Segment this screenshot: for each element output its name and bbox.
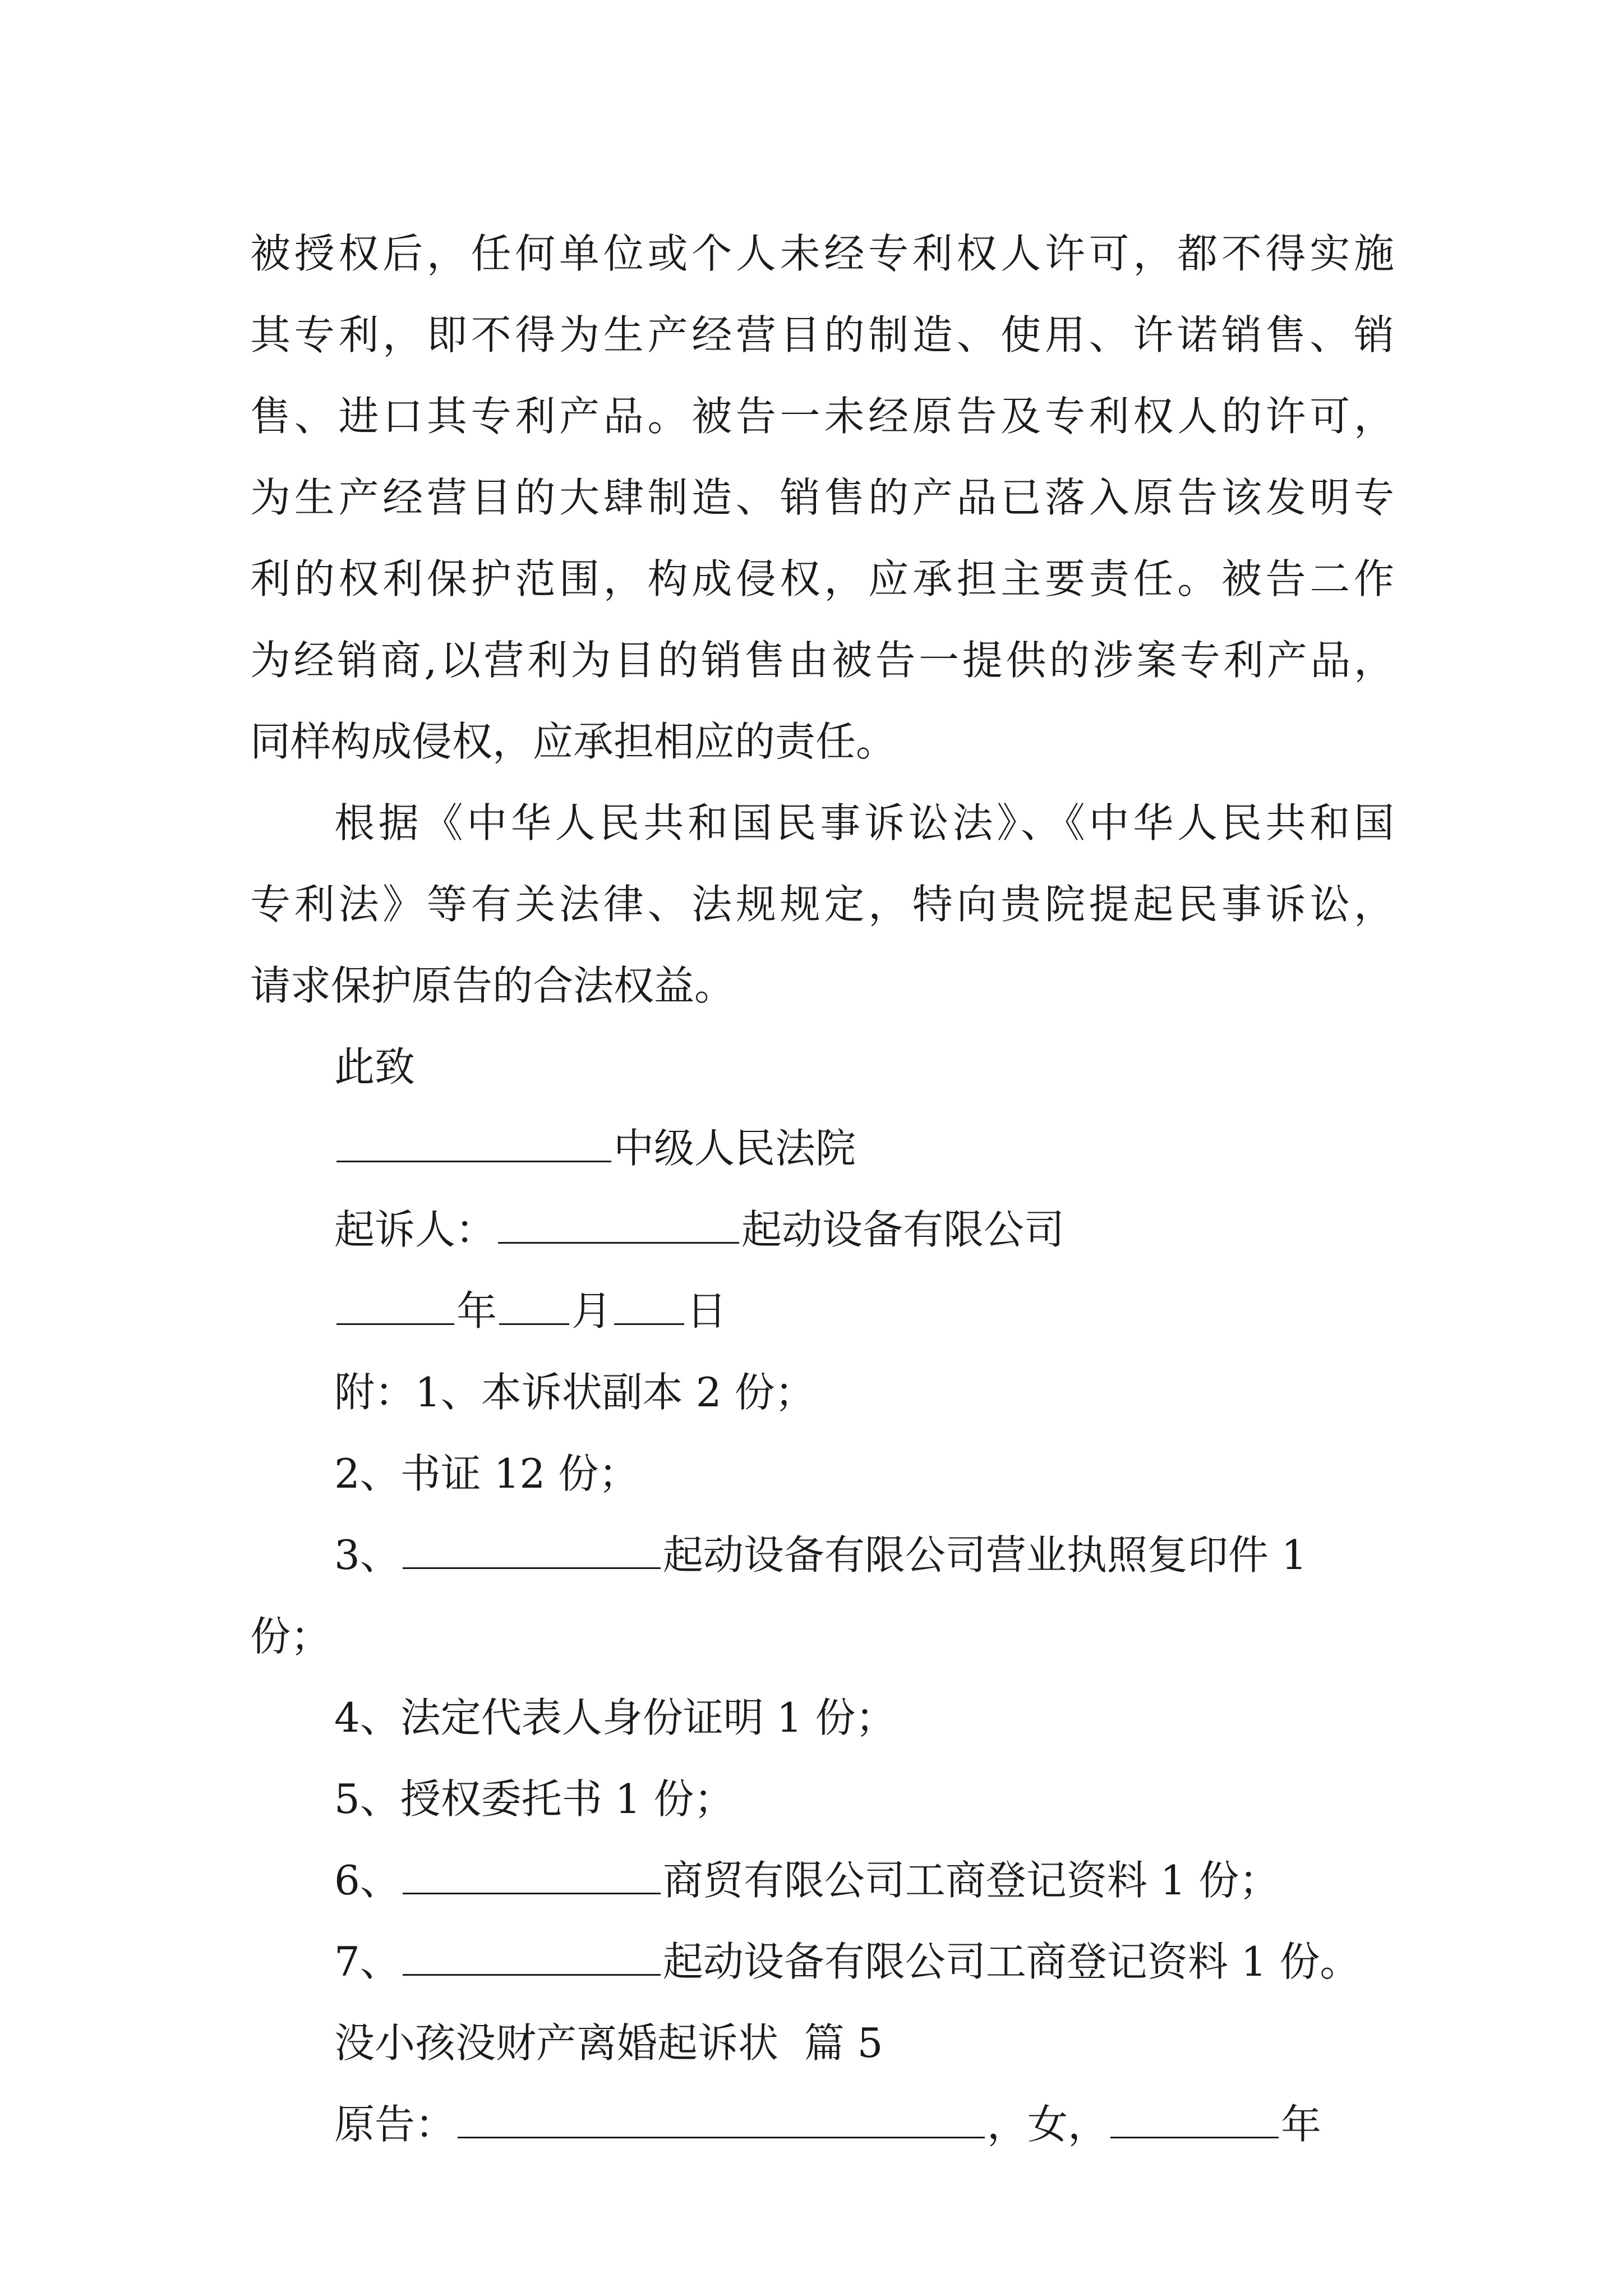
paragraph-line: 为生产经营目的大肆制造、销售的产品已落入原告该发明专 — [250, 474, 1394, 521]
month-blank — [499, 1289, 569, 1325]
paragraph-line: 根据《中华人民共和国民事诉讼法》、《中华人民共和国 — [334, 799, 1394, 846]
year-label: 年 — [457, 1287, 497, 1335]
court-suffix: 中级人民法院 — [614, 1125, 856, 1172]
attachment-item: 2、书证 12 份； — [334, 1450, 639, 1497]
attachment-item: 5、授权委托书 1 份； — [334, 1775, 735, 1823]
section-title: 没小孩没财产离婚起诉状 篇 5 — [334, 2019, 883, 2067]
plaintiff2-year: 年 — [1281, 2101, 1322, 2148]
paragraph-line: 其专利，即不得为生产经营目的制造、使用、许诺销售、销 — [250, 311, 1394, 358]
birth-year-blank — [1110, 2102, 1279, 2138]
company-blank — [403, 1533, 661, 1569]
paragraph-line: 专利法》等有关法律、法规规定，特向贵院提起民事诉讼， — [250, 881, 1394, 928]
attachment-item — [250, 1921, 1394, 2003]
paragraph-line: 售、进口其专利产品。被告一未经原告及专利权人的许可， — [250, 393, 1394, 440]
paragraph-line: 同样构成侵权，应承担相应的责任。 — [250, 718, 897, 765]
company-blank — [403, 1858, 661, 1894]
attachment-item: 4、法定代表人身份证明 1 份； — [334, 1694, 896, 1741]
paragraph-line: 请求保护原告的合法权益。 — [250, 962, 735, 1009]
attachment-item — [250, 1515, 1394, 1596]
attachment-number: 7、 — [334, 1938, 400, 1985]
company-blank — [403, 1939, 661, 1976]
court-name-blank — [336, 1126, 611, 1162]
attachment-number: 3、 — [334, 1531, 400, 1579]
plaintiff-signature-line — [250, 1189, 1394, 1271]
plaintiff-suffix: 起动设备有限公司 — [741, 1206, 1065, 1253]
paragraph-line: 为经销商,以营利为目的销售由被告一提供的涉案专利产品， — [250, 637, 1394, 684]
document-body — [250, 213, 1394, 2165]
attachment-number: 6、 — [334, 1857, 400, 1904]
plaintiff2-label: 原告： — [334, 2101, 456, 2148]
attachment-wrap: 份； — [250, 1613, 331, 1660]
plaintiff-label: 起诉人： — [334, 1206, 496, 1253]
paragraph-line: 利的权利保护范围，构成侵权，应承担主要责任。被告二作 — [250, 555, 1394, 602]
year-blank — [336, 1289, 454, 1325]
date-line — [250, 1271, 1394, 1352]
attachment-item: 附：1、本诉状副本 2 份； — [334, 1369, 815, 1416]
attachment-text: 商贸有限公司工商登记资料 1 份； — [662, 1857, 1280, 1904]
plaintiff2-name-blank — [458, 2102, 985, 2138]
plaintiff-name-blank — [498, 1207, 739, 1244]
court-line — [250, 1108, 1394, 1189]
salutation: 此致 — [334, 1043, 416, 1091]
plaintiff2-line — [250, 2084, 1394, 2165]
day-label: 日 — [686, 1287, 727, 1335]
day-blank — [614, 1289, 684, 1325]
plaintiff2-gender: ，女， — [987, 2101, 1109, 2148]
paragraph-line: 被授权后，任何单位或个人未经专利权人许可，都不得实施 — [250, 230, 1394, 277]
attachment-text: 起动设备有限公司营业执照复印件 1 — [662, 1531, 1307, 1579]
attachment-item — [250, 1840, 1394, 1921]
month-label: 月 — [571, 1287, 612, 1335]
attachment-text: 起动设备有限公司工商登记资料 1 份。 — [662, 1938, 1361, 1985]
